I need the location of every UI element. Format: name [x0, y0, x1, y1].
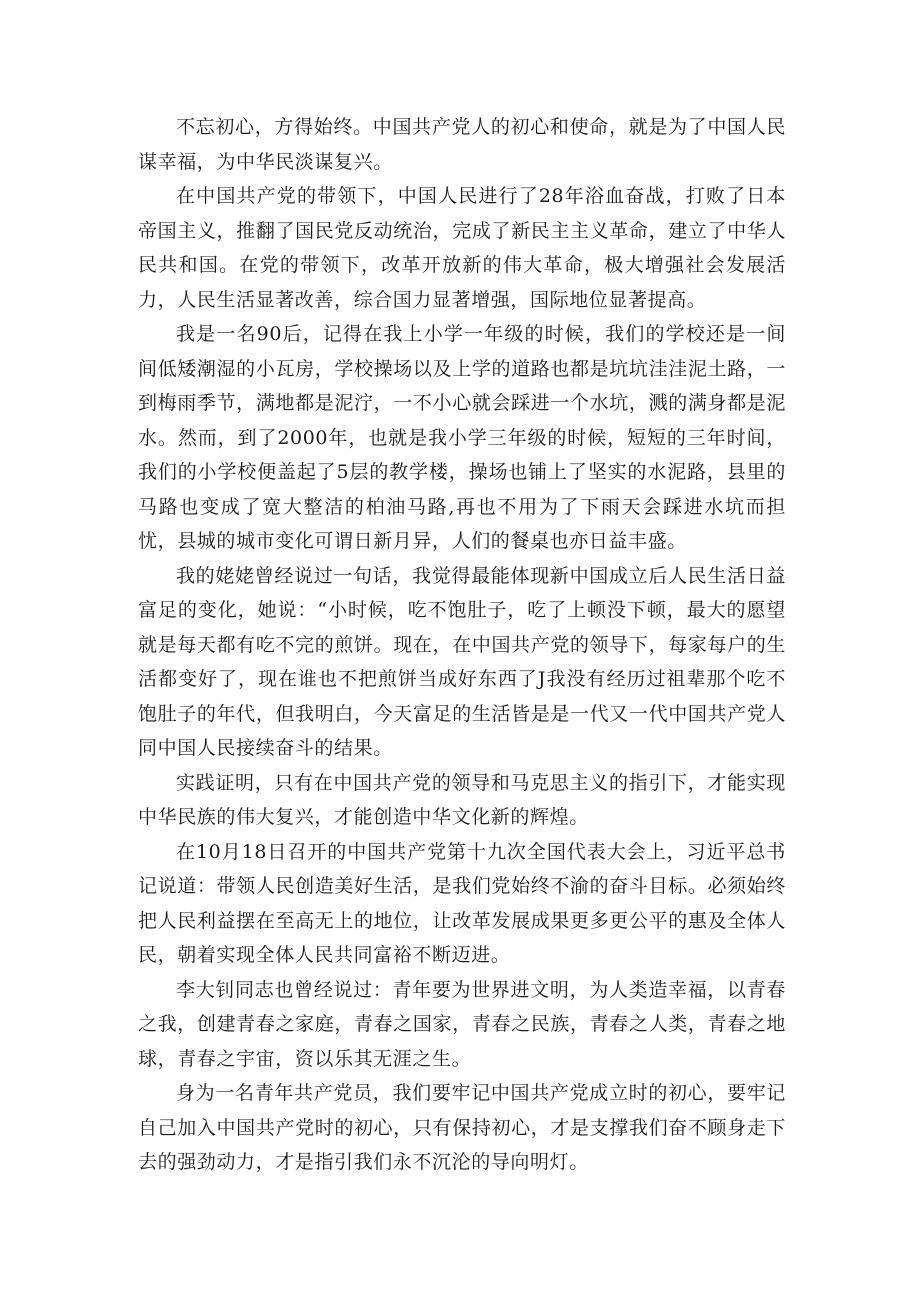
- paragraph-2: 在中国共产党的带领下，中国人民进行了28年浴血奋战，打败了日本帝国主义，推翻了国民党反动统治，完成了新民主主义革命，建立了中华人民共和国。在党的带领下，改革开放新的伟大革命，极大增强社会发展活力，人民生活显著改善，综合国力显著增强，国际地位显著提高。: [138, 185, 786, 311]
- paragraph-1: 不忘初心，方得始终。中国共产党人的初心和使命，就是为了中国人民谋幸福，为中华民淡谋复兴。: [138, 116, 786, 173]
- paragraph-7: 李大钊同志也曾经说过：青年要为世界进文明，为人类造幸福，以青春之我，创建青春之家庭，青春之国家，青春之民族，青春之人类，青春之地球，青春之宇宙，资以乐其无涯之生。: [138, 978, 786, 1070]
- paragraph-3: 我是一名90后，记得在我上小学一年级的时候，我们的学校还是一间间低矮潮湿的小瓦房，学校操场以及上学的道路也都是坑坑洼洼泥土路，一到梅雨季节，满地都是泥泞，一不小心就会踩进一个水坑，溅的满身都是泥水。然而，到了2000年，也就是我小学三年级的时候，短短的三年时间，我们的小学校便盖起了5层的教学楼，操场也铺上了坚实的水泥路，县里的马路也变成了宽大整洁的柏油马路,再也不用为了下雨天会踩进水坑而担忧，县城的城市变化可谓日新月异，人们的餐桌也亦日益丰盛。: [138, 323, 786, 552]
- paragraph-6: 在10月18日召开的中国共产党第十九次全国代表大会上，习近平总书记说道：带领人民创造美好生活，是我们党始终不渝的奋斗目标。必须始终把人民利益摆在至高无上的地位，让改革发展成果更多更公平的惠及全体人民，朝着实现全体人民共同富裕不断迈进。: [138, 840, 786, 966]
- document-body: [138, 110, 786, 1180]
- paragraph-4: 我的姥姥曾经说过一句话，我觉得最能体现新中国成立后人民生活日益富足的变化，她说：“小时候，吃不饱肚子，吃了上顿没下顿，最大的愿望就是每天都有吃不完的煎饼。现在，在中国共产党的领导下，每家每户的生活都变好了，现在谁也不把煎饼当成好东西了J我没有经历过祖辈那个吃不饱肚子的年代，但我明白，今天富足的生活皆是是一代又一代中国共产党人同中国人民接续奋斗的结果。: [138, 564, 786, 759]
- paragraph-5: 实践证明，只有在中国共产党的领导和马克思主义的指引下，才能实现中华民族的伟大复兴，才能创造中华文化新的辉煌。: [138, 771, 786, 828]
- paragraph-8: 身为一名青年共产党员，我们要牢记中国共产党成立时的初心，要牢记自己加入中国共产党时的初心，只有保持初心，才是支撑我们奋不顾身走下去的强劲动力，才是指引我们永不沉沦的导向明灯。: [138, 1082, 786, 1173]
